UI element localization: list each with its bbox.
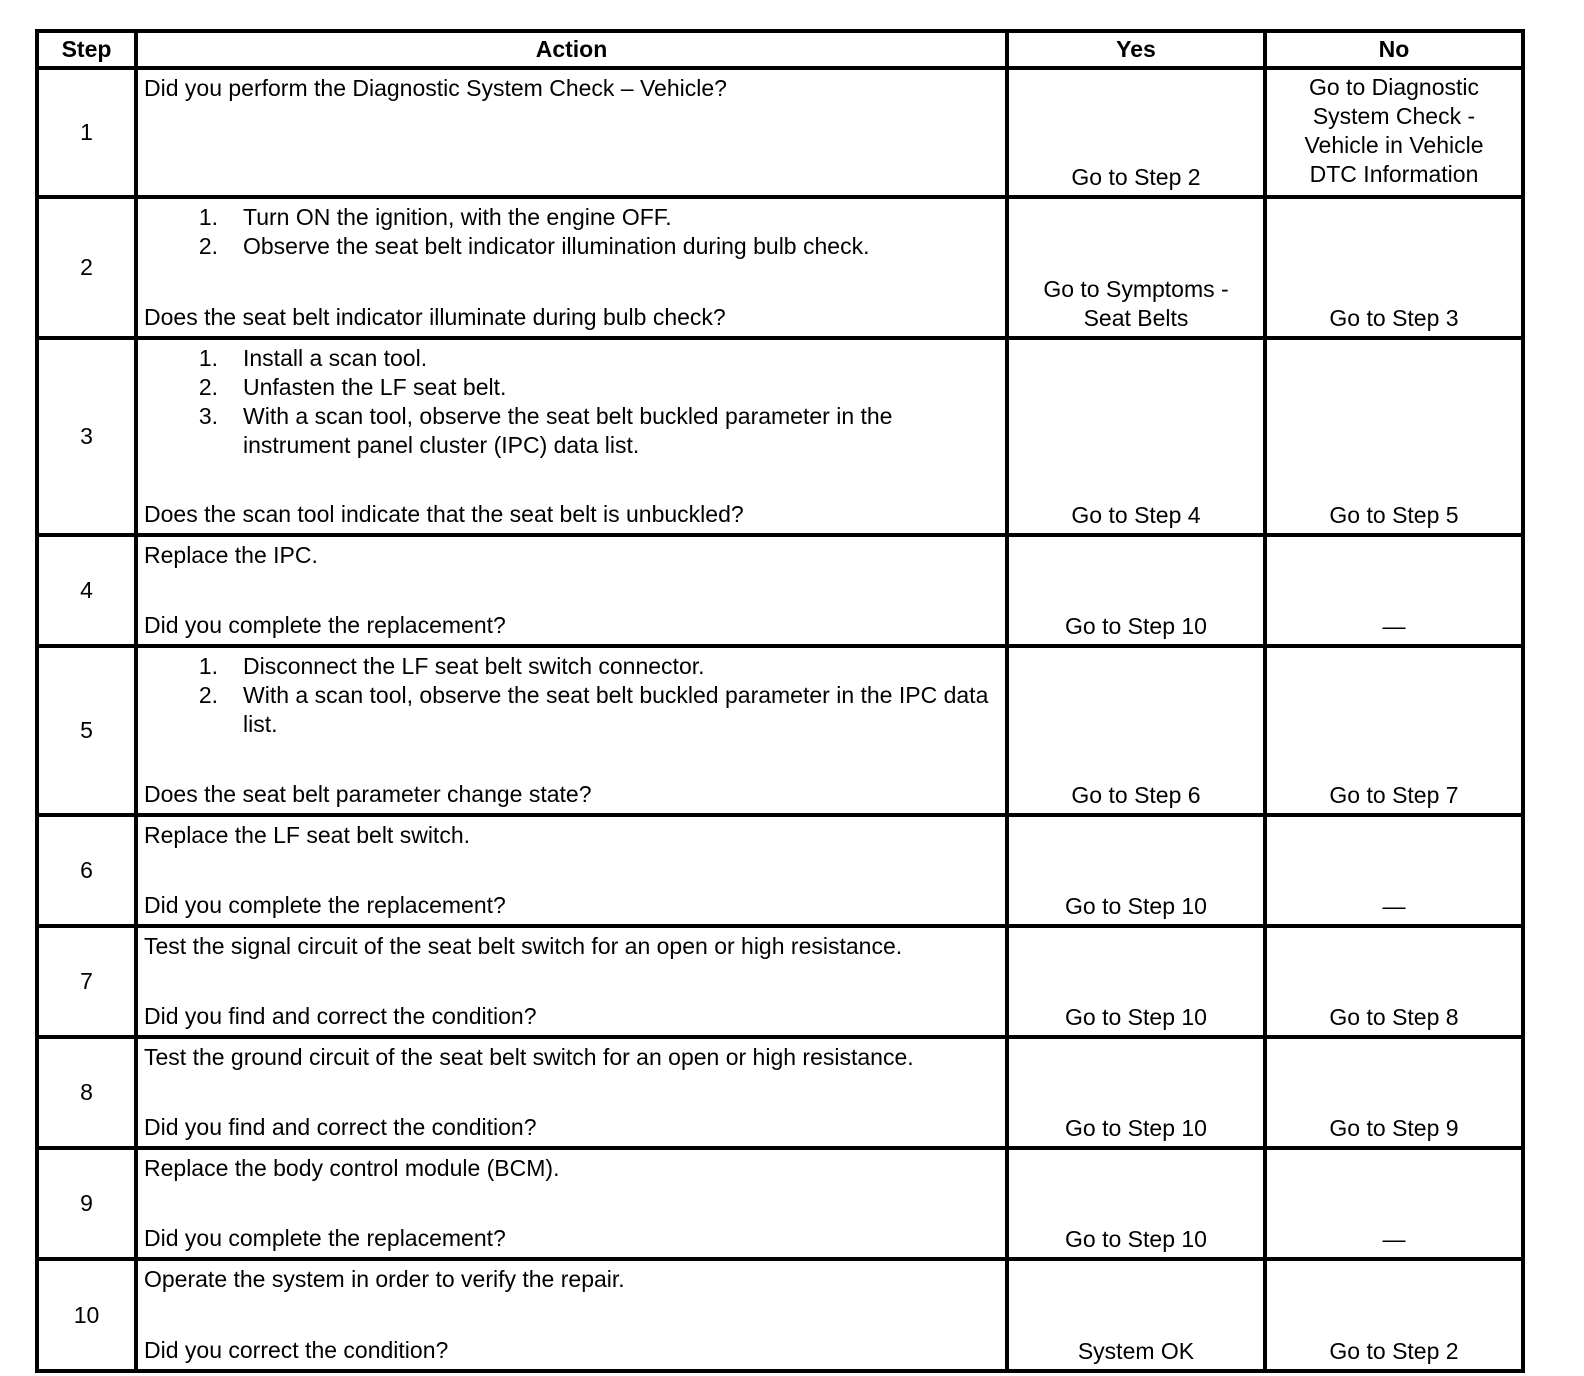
action-question: Did you complete the replacement? bbox=[144, 892, 506, 918]
substep-number: 1. bbox=[198, 653, 218, 679]
action-instructions bbox=[144, 652, 999, 739]
substep-item bbox=[196, 681, 999, 739]
action-cell bbox=[136, 338, 1007, 535]
action-cell bbox=[136, 926, 1007, 1037]
substep-list bbox=[144, 344, 999, 460]
substep-text: With a scan tool, observe the seat belt buckled parameter in the instrument panel cluster (IPC) data list. bbox=[243, 403, 893, 458]
action-text: Test the signal circuit of the seat belt switch for an open or high resistance. bbox=[144, 933, 903, 959]
yes-result: Go to Step 2 bbox=[1007, 68, 1265, 197]
action-content bbox=[144, 203, 999, 332]
action-cell bbox=[136, 815, 1007, 926]
header-yes: Yes bbox=[1007, 31, 1265, 68]
action-content bbox=[144, 932, 999, 1031]
table-body bbox=[37, 68, 1523, 1371]
step-number: 3 bbox=[37, 338, 136, 535]
action-text: Test the ground circuit of the seat belt switch for an open or high resistance. bbox=[144, 1044, 914, 1070]
action-cell bbox=[136, 1148, 1007, 1259]
action-question: Did you find and correct the condition? bbox=[144, 1003, 537, 1029]
action-cell bbox=[136, 197, 1007, 338]
no-result: Go to Step 9 bbox=[1265, 1037, 1523, 1148]
no-result: — bbox=[1265, 1148, 1523, 1259]
step-number: 5 bbox=[37, 646, 136, 815]
action-instructions bbox=[144, 344, 999, 460]
step-number: 7 bbox=[37, 926, 136, 1037]
diagnostic-table bbox=[35, 29, 1525, 1373]
table-row bbox=[37, 815, 1523, 926]
action-text: Operate the system in order to verify the repair. bbox=[144, 1266, 625, 1292]
action-text: Replace the LF seat belt switch. bbox=[144, 822, 470, 848]
no-result: Go to Diagnostic System Check - Vehicle in Vehicle DTC Information bbox=[1265, 68, 1523, 197]
substep-text: Turn ON the ignition, with the engine OFF. bbox=[243, 204, 672, 230]
table-row bbox=[37, 646, 1523, 815]
substep-list bbox=[144, 203, 999, 261]
no-result: Go to Step 8 bbox=[1265, 926, 1523, 1037]
action-instructions bbox=[144, 541, 999, 570]
action-question: Did you correct the condition? bbox=[144, 1337, 449, 1363]
action-content bbox=[144, 541, 999, 640]
action-content bbox=[144, 652, 999, 809]
substep-item bbox=[196, 232, 999, 261]
action-text: Replace the body control module (BCM). bbox=[144, 1155, 560, 1181]
header-step: Step bbox=[37, 31, 136, 68]
substep-text: Disconnect the LF seat belt switch connector. bbox=[243, 653, 705, 679]
header-row bbox=[37, 31, 1523, 68]
substep-text: Observe the seat belt indicator illumination during bulb check. bbox=[243, 233, 870, 259]
step-number: 8 bbox=[37, 1037, 136, 1148]
action-question: Does the seat belt parameter change state? bbox=[144, 781, 592, 807]
action-instructions bbox=[144, 203, 999, 261]
table-row bbox=[37, 1148, 1523, 1259]
action-text: Replace the IPC. bbox=[144, 542, 318, 568]
action-instructions bbox=[144, 1154, 999, 1183]
step-number: 1 bbox=[37, 68, 136, 197]
diagnostic-table-wrapper bbox=[35, 29, 1525, 1373]
step-number: 4 bbox=[37, 535, 136, 646]
substep-number: 1. bbox=[198, 204, 218, 230]
yes-result: Go to Step 10 bbox=[1007, 1037, 1265, 1148]
header-action: Action bbox=[136, 31, 1007, 68]
action-instructions bbox=[144, 74, 999, 103]
table-row bbox=[37, 926, 1523, 1037]
action-content bbox=[144, 1154, 999, 1253]
yes-result: Go to Step 6 bbox=[1007, 646, 1265, 815]
table-row bbox=[37, 197, 1523, 338]
table-row bbox=[37, 535, 1523, 646]
action-cell bbox=[136, 1259, 1007, 1371]
substep-item bbox=[196, 373, 999, 402]
action-content bbox=[144, 74, 999, 191]
table-row bbox=[37, 1259, 1523, 1371]
action-cell bbox=[136, 68, 1007, 197]
substep-number: 1. bbox=[198, 345, 218, 371]
step-number: 2 bbox=[37, 197, 136, 338]
action-question: Does the seat belt indicator illuminate during bulb check? bbox=[144, 304, 726, 330]
yes-result: Go to Symptoms - Seat Belts bbox=[1007, 197, 1265, 338]
header-no: No bbox=[1265, 31, 1523, 68]
action-question: Does the scan tool indicate that the seat belt is unbuckled? bbox=[144, 501, 744, 527]
yes-result: Go to Step 10 bbox=[1007, 1148, 1265, 1259]
no-result: Go to Step 3 bbox=[1265, 197, 1523, 338]
yes-result: Go to Step 10 bbox=[1007, 815, 1265, 926]
action-content bbox=[144, 1265, 999, 1365]
table-row bbox=[37, 338, 1523, 535]
step-number: 9 bbox=[37, 1148, 136, 1259]
substep-number: 3. bbox=[198, 403, 218, 429]
action-content bbox=[144, 821, 999, 920]
yes-result: System OK bbox=[1007, 1259, 1265, 1371]
table-row bbox=[37, 68, 1523, 197]
substep-list bbox=[144, 652, 999, 739]
action-cell bbox=[136, 1037, 1007, 1148]
no-result: Go to Step 7 bbox=[1265, 646, 1523, 815]
table-row bbox=[37, 1037, 1523, 1148]
yes-result: Go to Step 10 bbox=[1007, 535, 1265, 646]
substep-number: 2. bbox=[198, 374, 218, 400]
substep-item bbox=[196, 402, 999, 460]
yes-result: Go to Step 4 bbox=[1007, 338, 1265, 535]
no-result: — bbox=[1265, 535, 1523, 646]
action-cell bbox=[136, 646, 1007, 815]
substep-number: 2. bbox=[198, 682, 218, 708]
action-text: Did you perform the Diagnostic System Check – Vehicle? bbox=[144, 75, 727, 101]
action-content bbox=[144, 1043, 999, 1142]
action-instructions bbox=[144, 1043, 999, 1072]
action-instructions bbox=[144, 821, 999, 850]
no-result: — bbox=[1265, 815, 1523, 926]
action-question: Did you complete the replacement? bbox=[144, 1225, 506, 1251]
action-instructions bbox=[144, 1265, 999, 1294]
substep-text: Install a scan tool. bbox=[243, 345, 428, 371]
substep-text: Unfasten the LF seat belt. bbox=[243, 374, 507, 400]
step-number: 6 bbox=[37, 815, 136, 926]
substep-item bbox=[196, 203, 999, 232]
yes-result: Go to Step 10 bbox=[1007, 926, 1265, 1037]
substep-item bbox=[196, 344, 999, 373]
substep-text: With a scan tool, observe the seat belt buckled parameter in the IPC data list. bbox=[243, 682, 989, 737]
substep-item bbox=[196, 652, 999, 681]
action-question: Did you find and correct the condition? bbox=[144, 1114, 537, 1140]
step-number: 10 bbox=[37, 1259, 136, 1371]
action-content bbox=[144, 344, 999, 529]
action-cell bbox=[136, 535, 1007, 646]
action-question: Did you complete the replacement? bbox=[144, 612, 506, 638]
substep-number: 2. bbox=[198, 233, 218, 259]
no-result: Go to Step 2 bbox=[1265, 1259, 1523, 1371]
action-instructions bbox=[144, 932, 999, 961]
no-result: Go to Step 5 bbox=[1265, 338, 1523, 535]
